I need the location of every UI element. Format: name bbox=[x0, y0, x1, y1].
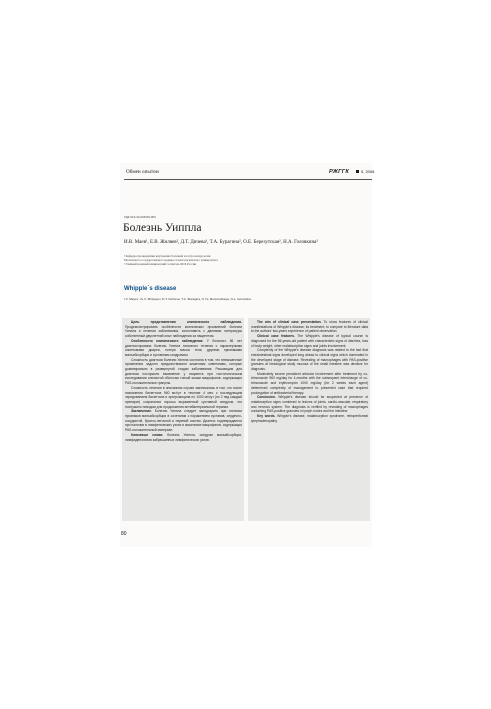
abstract-paragraph: Сложность диагноза болезни Уиппла состояла в том, что внекишечные проявления задолго предшествовали кишечным симптомам, которые доминировали в развернутой стадии заболевания. Решающим для диагноза послужило выявление у пациента при гистологическом исследовании слизистой оболочки тонкой кишки макрофагов, содержащих PAS-положительные гранулы. bbox=[125, 357, 242, 386]
abstract-keywords: Key words. Whipple's disease, malabsorption syndrome, retroperitoneal lymphadenopathy. bbox=[251, 414, 368, 423]
header-bullet-icon bbox=[356, 170, 359, 173]
abstract-paragraph: The aim of clinical case presentation. To show features of clinical manifestations of Whipple's disease, its treatment; to compare to literature data to the authors' two-years experience of patient observation. bbox=[251, 320, 368, 334]
abstract-paragraph: Цель представления клинического наблюдения. Продемонстрировать особенности клинических проявлений болезни Уиппла и лечения заболевания, сопоставить с данными литературы собственный двухлетний опыт наблюдения за пациентом. bbox=[125, 320, 242, 339]
running-header bbox=[124, 169, 375, 180]
section-title: Обмен опытом bbox=[126, 169, 159, 175]
issue-number: 5, 2008 bbox=[361, 169, 375, 174]
authors-ru: И.В. Маев¹, Е.В. Жиляев², Д.Т. Дичева¹, Т.А. Бурагина², О.Е. Березутская², Н.А. Головкина² bbox=[124, 240, 318, 245]
udk-code: УДК 616.34-008.89-053 bbox=[124, 215, 156, 219]
abstract-keywords: Ключевые слова: болезнь Уиппла, синдром мальабсорбции, лимфаденопатия забрюшинных лимфатических узлов. bbox=[125, 432, 242, 442]
article-title: Болезнь Уиппла bbox=[123, 222, 202, 234]
abstract-paragraph: Сложность лечения в описанном случае заключалась в том, что после назначения бисептола 960 мг/сут в течение 4 мес с последующим чередованием бисептола и эритромицина по 1000 мг/сут (по 2 нед каждый препарат) сохранялся хорошо выраженный суставной синдром, что послужило поводом для продолжения антибактериальной терапии. bbox=[125, 385, 242, 409]
affiliation-line: ² Главный военный клинический госпиталь ФСБ России bbox=[124, 262, 197, 266]
abstract-paragraph: Complexity of the Whipple's disease diagnosis was related to the fact that extraintestinal signs developed long ahead to clinical signs which dominated in the developed stage of disease. Revealing of macrophages with PAS-positive granules at histological study mucosa of the small intestine was decisive for diagnosis. bbox=[251, 348, 368, 372]
abstract-paragraph: Conclusion. Whipple's disease should be suspected at presence of malabsorption signs combined to lesions of joints, cardio-vascular, respiratory and nervous system. The diagnosis is verified by revealing of macrophages containing PAS-positive granules in lymph nodes and the intestine. bbox=[251, 395, 368, 414]
affiliation-line: ¹ Кафедра пропедевтики внутренних болезней и гастроэнтерологии bbox=[124, 254, 211, 258]
abstract-paragraph: Особенности клинического наблюдения. У больного 56 лет диагностирована болезнь Уиппла типичного течения с характерными симптомами диареи, потери массы тела, другими признаками мальабсорбции и суставным синдромом. bbox=[125, 338, 242, 357]
affiliations bbox=[124, 254, 374, 266]
article-title-en: Whipple`s disease bbox=[124, 286, 177, 292]
affiliation-line: Московского государственного медико-стоматологического университета bbox=[124, 258, 218, 262]
journal-logo: РЖГГК bbox=[329, 169, 350, 175]
page-number: 80 bbox=[121, 531, 127, 537]
abstract-paragraph: Clinical case features. The Whipple's disease of typical course is diagnosed for the 56-years-old patient with characteristic signs of diarrhea, loss of body weight, other malabsorption signs and joints involvement. bbox=[251, 334, 368, 348]
abstract-ru bbox=[122, 318, 244, 521]
abstract-paragraph: Заключение. Болезнь Уиппла следует заподозрить при наличии признаков мальабсорбции в сочетании с поражением суставов, сердечно-сосудистой, бронхо-легочной и нервной систем. Диагноз подтверждается при наличии в лимфатических узлах и кишечнике макрофагов, содержащих PAS-положительный материал. bbox=[125, 409, 242, 433]
abstract-paragraph: Moderately severe persistent articular involvement after treatment by co-trimoxazole 960 mg/day for 4-months with the subsequent interchange of co-trimoxazole and erythromycin 1000 mg/day (for 2 weeks each agent) determined complexity of management to presented case that required prolongation of antibacterial therapy. bbox=[251, 371, 368, 395]
authors-en: I.V. Mayev, Ye.V. Zhilyayev, D.T. Dicheva, T.A. Buragina, O.Ye. Berezutskaya, N.L. Golovkina bbox=[124, 297, 251, 301]
abstract-en bbox=[248, 318, 370, 521]
